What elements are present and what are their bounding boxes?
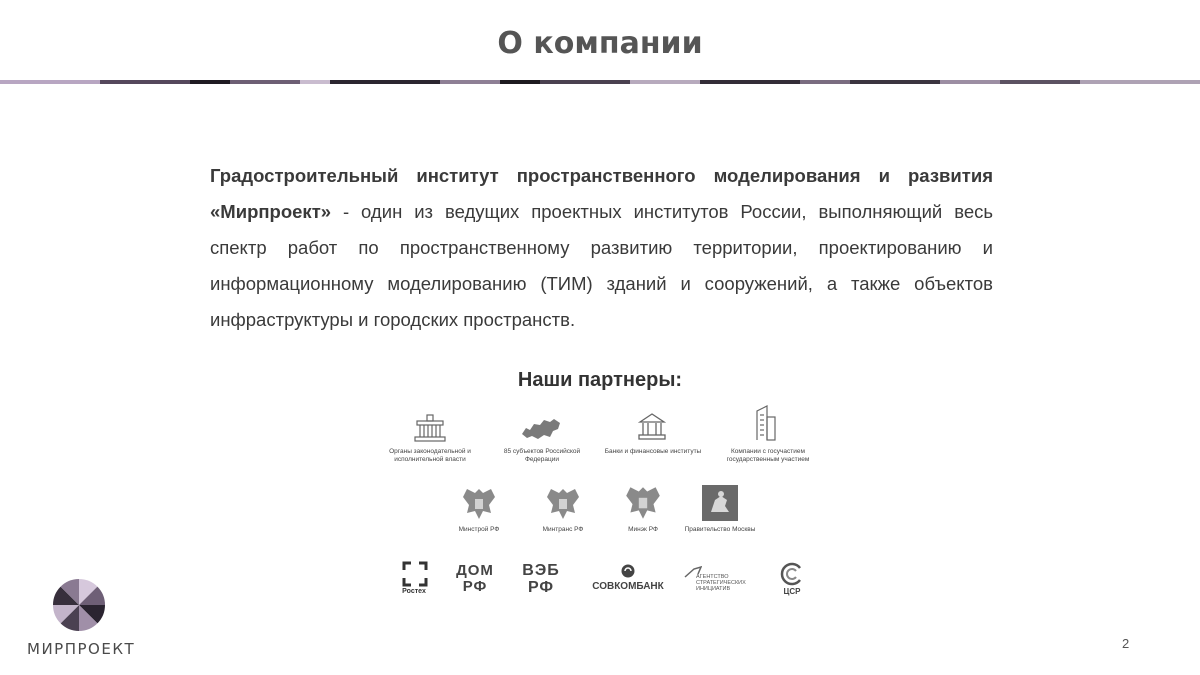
partner-caption-state-companies: Компании с госучастием государственным участием	[726, 448, 810, 463]
rostec-label: Ростех	[402, 588, 426, 595]
coat-of-arms-icon	[459, 483, 499, 523]
vebrf-logo	[518, 562, 564, 596]
intro-paragraph	[210, 158, 993, 338]
domrf-bottom: РФ	[462, 578, 488, 595]
partner-caption-moscow-government: Правительство Москвы	[684, 526, 756, 533]
asi-line-2: СТРАТЕГИЧЕСКИХ	[696, 580, 746, 586]
partner-caption-banks: Банки и финансовые институты	[604, 448, 702, 455]
veb-bottom: РФ	[527, 579, 555, 596]
partners-title: Наши партнеры:	[517, 369, 683, 391]
slide-title: О компании	[497, 26, 703, 61]
parliament-building-icon	[414, 414, 446, 442]
intro-text: - один из ведущих проектных институтов России, выполняющий весь спектр работ по пространственному развитию территории, проектированию и информационному моделированию (ТИМ) зданий и сооружений, а также объектов инфраструктуры и городских пространств.	[210, 201, 993, 330]
domrf-top: ДОМ	[456, 562, 494, 579]
decorative-stripe	[0, 79, 1200, 85]
sovcombank-label: СОВКОМБАНК	[592, 581, 664, 592]
company-name: Градостроительный институт пространственного моделирования и развития «Мирпроект»	[210, 165, 993, 222]
russia-map-icon	[520, 416, 562, 442]
partner-caption-regions: 85 субъектов Российской Федерации	[503, 448, 581, 463]
partner-caption-minstroy: Минстрой РФ	[458, 526, 500, 533]
sovcombank-emblem-icon	[621, 564, 635, 578]
csr-logo-icon	[780, 562, 804, 586]
asi-line-3: ИНИЦИАТИВ	[696, 586, 731, 592]
partner-caption-minek: Минэк РФ	[628, 526, 658, 533]
partner-caption-mintrans: Минтранс РФ	[542, 526, 584, 533]
partner-caption-authorities: Органы законодательной и исполнительной власти	[389, 448, 471, 463]
veb-top: ВЭБ	[522, 562, 560, 579]
moscow-coat-of-arms-icon	[701, 484, 739, 522]
bank-building-icon	[638, 412, 666, 440]
rostec-logo-icon	[402, 561, 428, 587]
page-number: 2	[1122, 636, 1130, 651]
mirproekt-logo-icon	[52, 578, 106, 632]
coat-of-arms-icon	[622, 481, 664, 523]
coat-of-arms-icon	[543, 483, 583, 523]
asi-logo-text	[696, 574, 754, 592]
asi-line-1: АГЕНТСТВО	[696, 574, 729, 580]
csr-label: ЦСР	[783, 587, 801, 596]
domrf-logo	[456, 563, 494, 595]
skyscraper-icon	[753, 405, 777, 441]
brand-name: МИРПРОЕКТ	[27, 640, 136, 658]
